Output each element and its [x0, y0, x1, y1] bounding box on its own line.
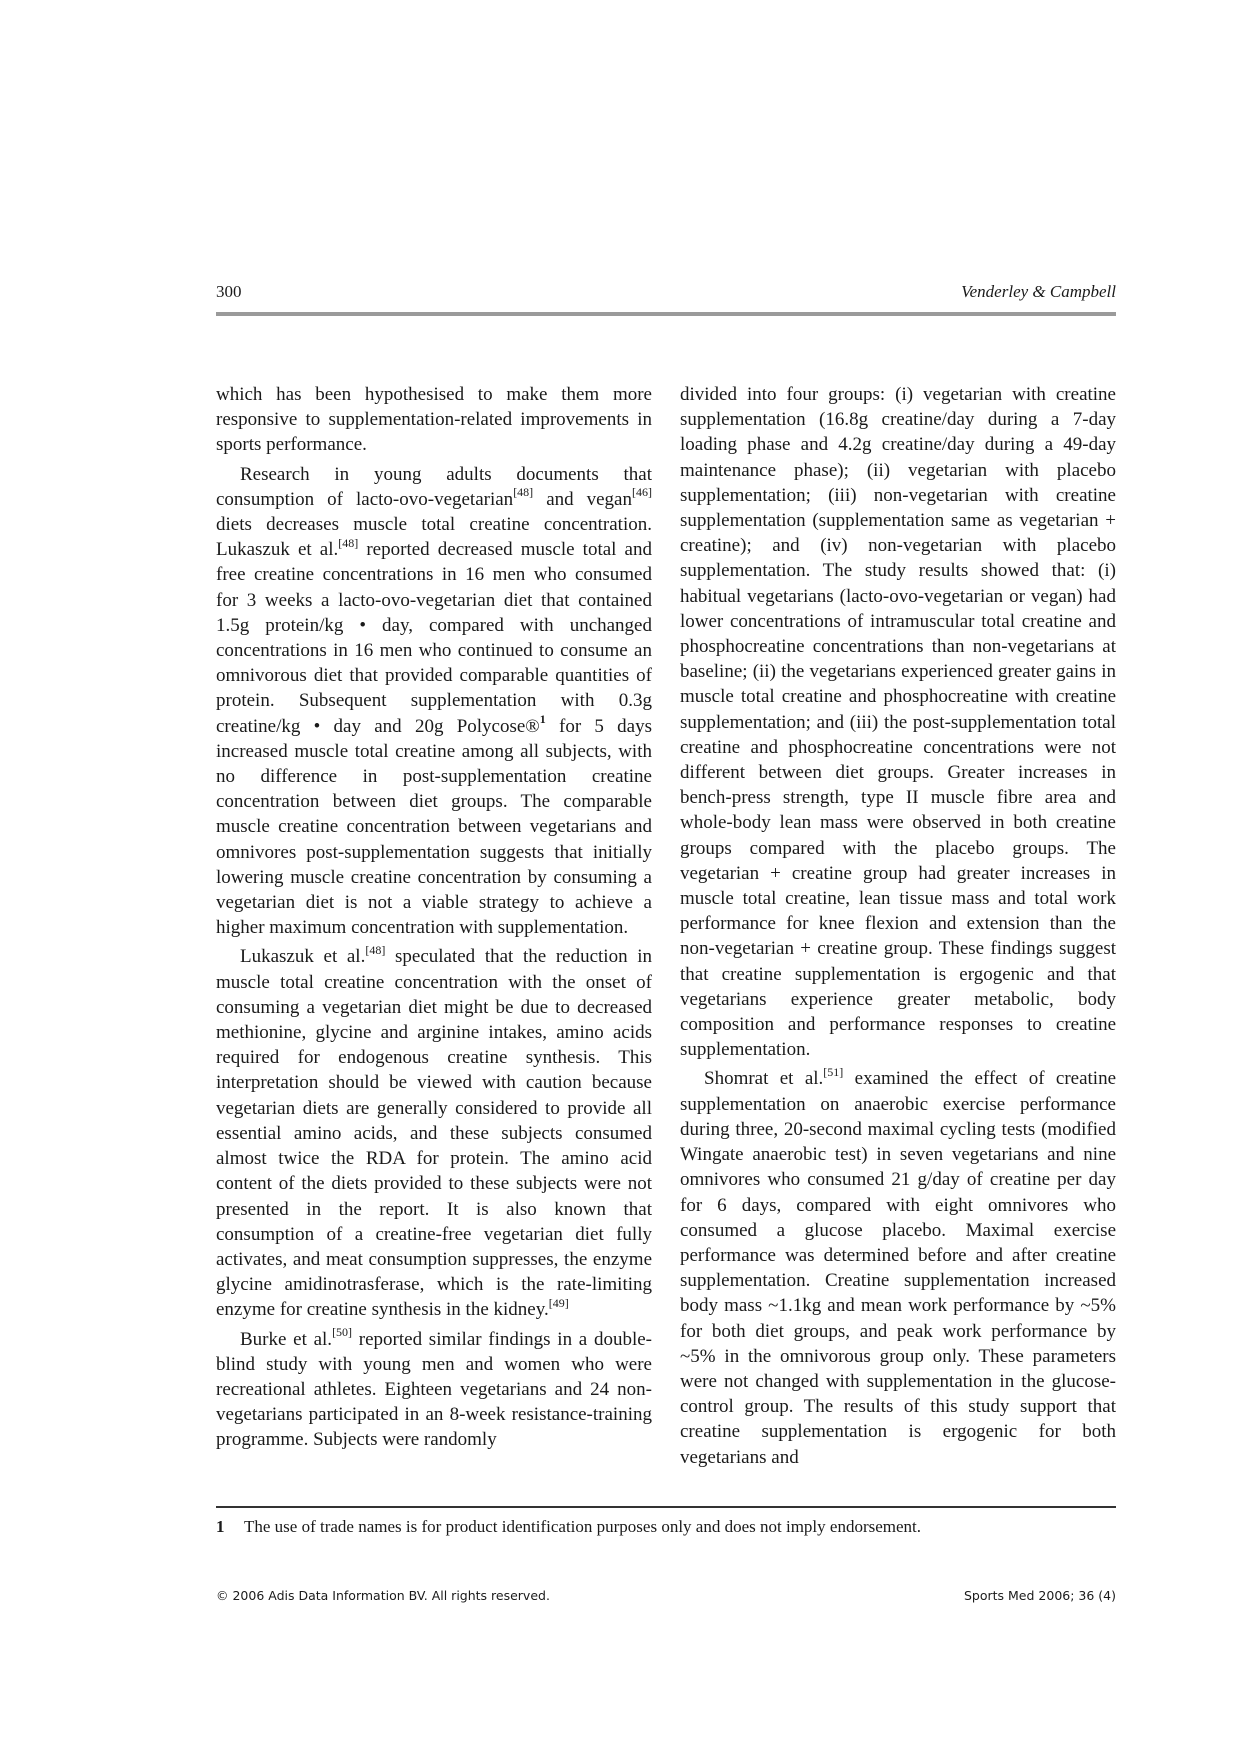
page-number: 300 — [216, 282, 242, 301]
left-column — [216, 382, 652, 1453]
paragraph: Shomrat et al.[51] examined the effect of creatine supplementation on anaerobic exercise performance during three, 20-second maximal cycling tests (modified Wingate anaerobic test) in seven vegetarians and nine omnivores who consumed 21 g/day of creatine per day for 6 days, compared with eight omnivores who consumed a glucose placebo. Maximal exercise performance was determined before and after creatine supplementation. Creatine supplementation increased body mass ~1.1kg and mean work performance by ~5% for both diet groups, and peak work performance by ~5% in the omnivorous group only. These parameters were not changed with supplementation in the glucose-control group. The results of this study support that creatine supplementation is ergogenic for both vegetarians and — [680, 1065, 1117, 1468]
citation-ref: [51] — [823, 1065, 844, 1080]
journal-citation: Sports Med 2006; 36 (4) — [963, 1588, 1116, 1603]
page-header — [216, 282, 1116, 306]
paragraph: divided into four groups: (i) vegetarian with creatine supplementation (16.8g creatine/day during a 7-day loading phase and 4.2g creatine/day during a 49-day maintenance phase); (ii) vegetarian with placebo supplementation; (iii) non-vegetarian with creatine supplementation (supplementation same as vegetarian + creatine); and (iv) non-vegetarian with placebo supplementation. The study results showed that: (i) habitual vegetarians (lacto-ovo-vegetarian or vegan) had lower concentrations of intramuscular total creatine and phosphocreatine concentrations than non-vegetarians at baseline; (ii) the vegetarians experienced greater gains in muscle total creatine and phosphocreatine with creatine supplementation; and (iii) the post-supplementation total creatine and phosphocreatine concentrations were not different between diet groups. Greater increases in bench-press strength, type II muscle fibre area and whole-body lean mass were observed in both creatine groups compared with the placebo groups. The vegetarian + creatine group had greater increases in muscle total creatine, lean tissue mass and total work performance for knee flexion and extension than the non-vegetarian + creatine group. These findings suggest that creatine supplementation is ergogenic and that vegetarians experience greater metabolic, body composition and performance responses to creatine supplementation. — [680, 384, 1116, 1061]
footnote-mark: 1 — [216, 1517, 225, 1536]
right-column — [680, 382, 1116, 1470]
header-rule — [216, 312, 1116, 316]
paragraph: Research in young adults documents that consumption of lacto-ovo-vegetarian[48] and vegan[46] diets decreases muscle total creatine concentration. Lukaszuk et al.[48] reported decreased muscle total and free creatine concentrations in 16 men who consumed for 3 weeks a lacto-ovo-vegetarian diet that contained 1.5g protein/kg • day, compared with unchanged concentrations in 16 men who continued to consume an omnivorous diet that provided comparable quantities of protein. Subsequent supplementation with 0.3g creatine/kg • day and 20g Polycose®$^1$ for 5 days increased muscle total creatine among all subjects, with no difference in post-supplementation creatine concentration between diet groups. The comparable muscle creatine concentration between vegetarians and omnivores post-supplementation suggests that initially lowering muscle creatine concentration by consuming a vegetarian diet is not a viable strategy to achieve a higher maximum concentration with supplementation. — [216, 463, 652, 939]
citation-ref: [50] — [332, 1325, 353, 1340]
footnote-rule — [216, 1506, 1116, 1508]
citation-ref: [48] — [513, 485, 534, 500]
footnote — [216, 1516, 1116, 1538]
paragraph: Burke et al.[50] reported similar findings in a double-blind study with young men and women who were recreational athletes. Eighteen vegetarians and 24 non-vegetarians participated in an 8-week resistance-training programme. Subjects were randomly — [216, 1325, 652, 1451]
footnote-ref: 1 — [539, 712, 546, 727]
paragraph: Lukaszuk et al.[48] speculated that the reduction in muscle total creatine concentration with the onset of consuming a vegetarian diet might be due to decreased methionine, glycine and arginine intakes, amino acids required for endogenous creatine synthesis. This interpretation should be viewed with caution because vegetarian diets are generally considered to provide all essential amino acids, and these subjects consumed almost twice the RDA for protein. The amino acid content of the diets provided to these subjects were not presented in the report. It is also known that consumption of a creatine-free vegetarian diet fully activates, and meat consumption suppresses, the enzyme glycine amidinotrasferase, which is the rate-limiting enzyme for creatine synthesis in the kidney.[49] — [216, 943, 652, 1321]
copyright-notice: © 2006 Adis Data Information BV. All rights reserved. — [216, 1588, 550, 1603]
citation-ref: [46] — [632, 485, 652, 500]
citation-ref: [48] — [365, 943, 386, 958]
paragraph: which has been hypothesised to make them more responsive to supplementation-related improvements in sports performance. — [216, 384, 652, 456]
citation-ref: [48] — [338, 535, 359, 550]
footnote-text: The use of trade names is for product identification purposes only and does not imply endorsement. — [244, 1517, 922, 1536]
citation-ref: [49] — [548, 1295, 569, 1310]
running-head: Venderley & Campbell — [961, 282, 1116, 301]
